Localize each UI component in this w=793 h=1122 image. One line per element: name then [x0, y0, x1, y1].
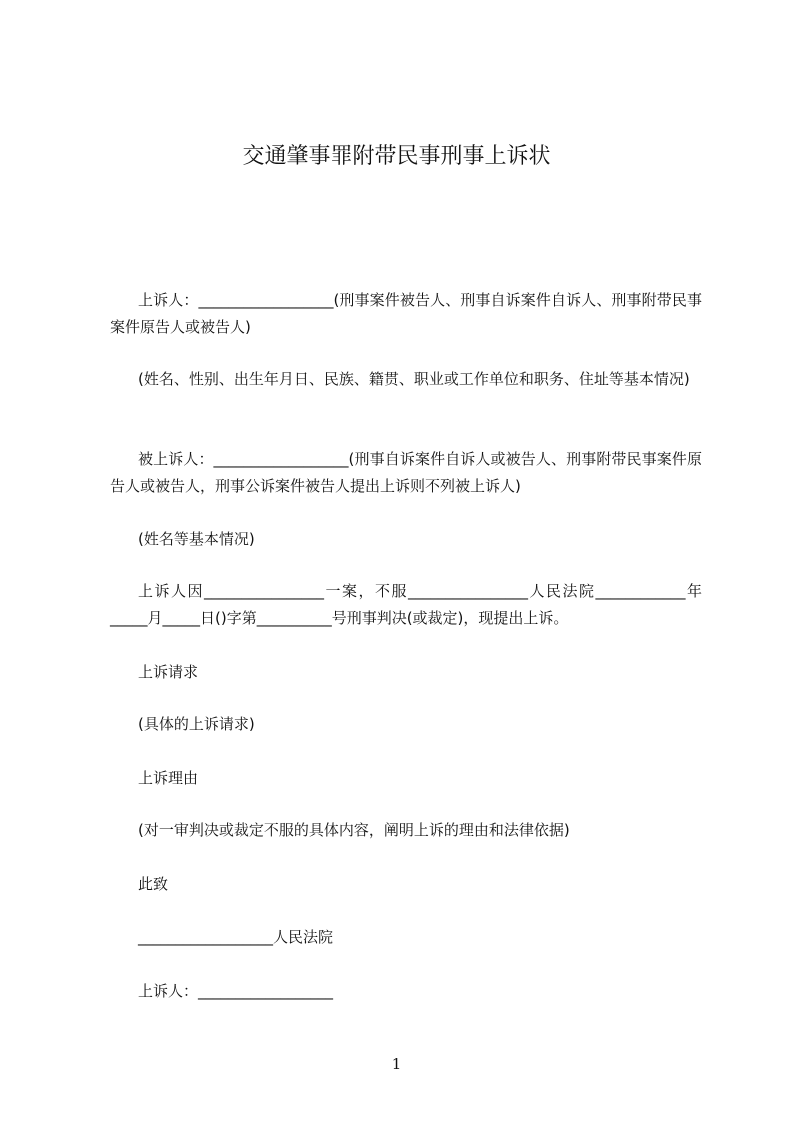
appellee-details-paragraph: (姓名等基本情况) — [138, 530, 255, 548]
appeal-statement-paragraph: 上诉人因________________一案，不服________________人民法院____________年_____月_____日()字第__________号刑事判决(或裁定)，现提出上诉。 — [110, 582, 702, 627]
signature-paragraph: 上诉人：__________________ — [138, 982, 334, 1000]
appellant-details-paragraph: (姓名、性别、出生年月日、民族、籍贯、职业或工作单位和职务、住址等基本情况) — [138, 370, 690, 388]
appellee-paragraph: 被上诉人：__________________(刑事自诉案件自诉人或被告人、刑事附带民事案件原告人或被告人，刑事公诉案件被告人提出上诉则不列被上诉人) — [110, 450, 702, 495]
appeal-request-heading: 上诉请求 — [138, 663, 199, 681]
appeal-reason-heading: 上诉理由 — [138, 769, 199, 787]
page-number: 1 — [391, 1055, 402, 1073]
page-title: 交通肇事罪附带民事刑事上诉状 — [242, 144, 551, 169]
salutation-paragraph: 此致 — [138, 875, 169, 893]
appellant-paragraph: 上诉人：__________________(刑事案件被告人、刑事自诉案件自诉人、刑事附带民事案件原告人或被告人) — [110, 291, 702, 336]
appeal-request-paragraph: (具体的上诉请求) — [138, 715, 255, 733]
court-name-paragraph: __________________人民法院 — [138, 928, 334, 946]
appeal-reason-paragraph: (对一审判决或裁定不服的具体内容，阐明上诉的理由和法律依据) — [138, 821, 570, 839]
